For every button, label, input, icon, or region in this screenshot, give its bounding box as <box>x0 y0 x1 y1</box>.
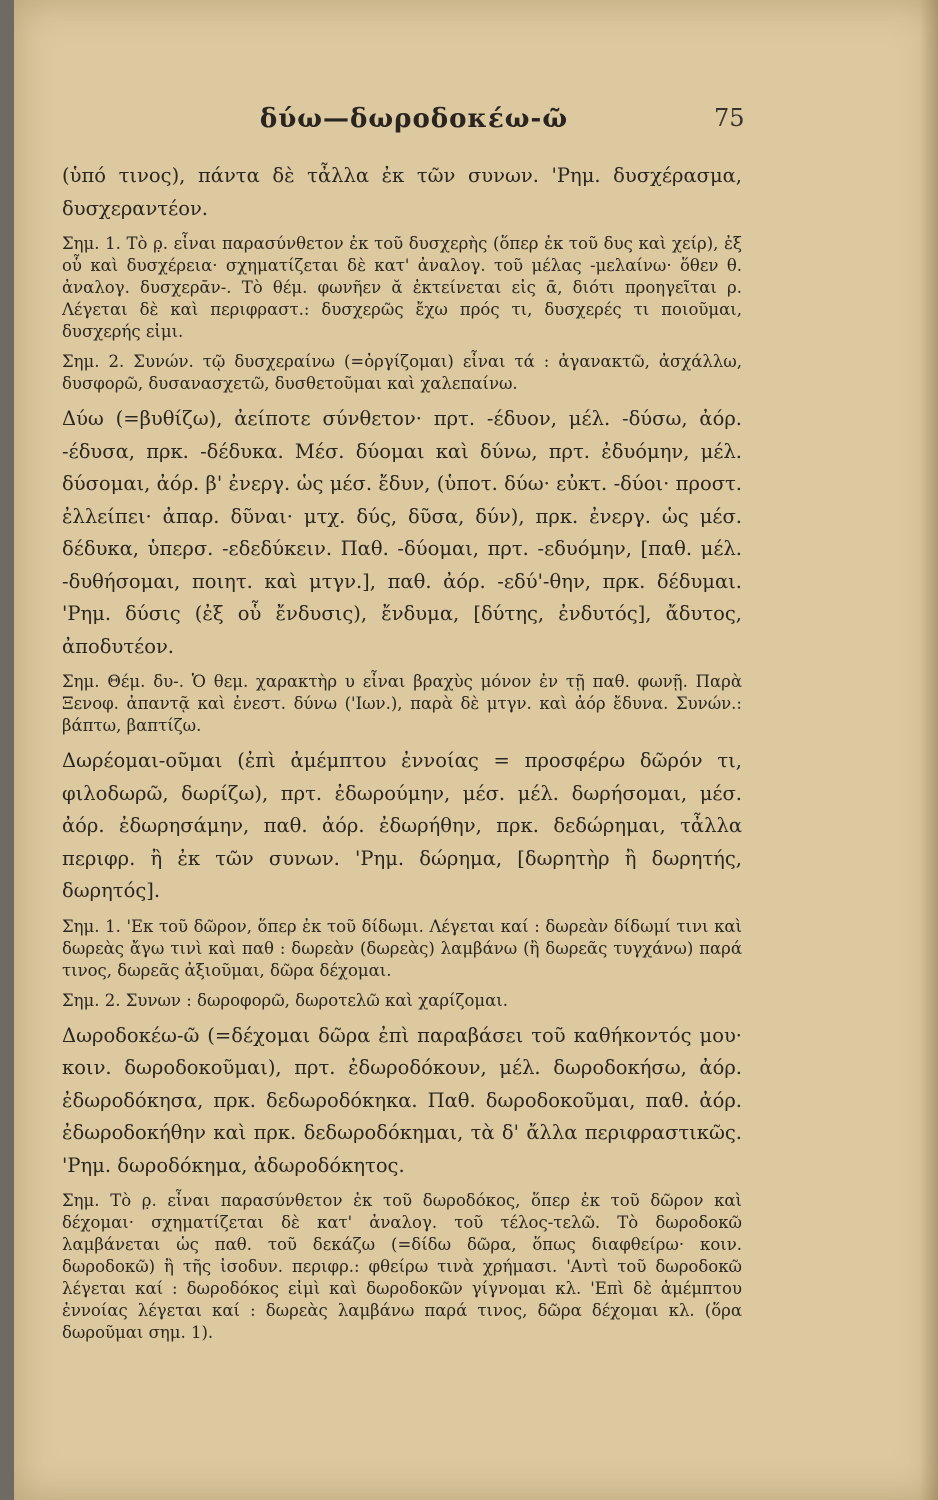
running-head: δύω—δωροδοκέω-ῶ <box>259 104 569 134</box>
entry-dyo: Δύω (=βυθίζω), ἀείποτε σύνθετον· πρτ. -έδυον, μέλ. -δύσω, ἀόρ. -έδυσα, πρκ. -δέδυκα. Μέσ. δύομαι καὶ δύνω, πρτ. ἐδυόμην, μέλ. δύσομαι, ἀόρ. β' ἐνεργ. ὡς μέσ. ἔδυν, (ὑποτ. δύω· εὐκτ. -δύοι· προστ. ἐλλείπει· ἀπαρ. δῦναι· μτχ. δύς, δῦσα, δύν), πρκ. ἐνεργ. ὡς μέσ. δέδυκα, ὑπερσ. -εδεδύκειν. Παθ. -δύομαι, πρτ. -εδυόμην, [παθ. μέλ. -δυθήσομαι, ποιητ. καὶ μτγν.], παθ. ἀόρ. -εδύ'-θην, πρκ. δέδυμαι. 'Ρημ. δύσις (ἐξ οὗ ἔνδυσις), ἔνδυμα, [δύτης, ἐνδυτός], ἄδυτος, ἀποδυτέον. <box>62 407 742 658</box>
book-page <box>14 0 938 1500</box>
entry-continuation: (ὑπό τινος), πάντα δὲ τἆλλα ἐκ τῶν συνων. 'Ρημ. δυσχέρασμα, δυσχεραντέον. <box>62 164 742 220</box>
note-dyschero-1: Σημ. 1. Τὸ ρ̣. εἶναι παρασύνθετον ἐκ τοῦ δυσχερὴς (ὅπερ ἐκ τοῦ δυς καὶ χείρ), ἐξ οὗ καὶ δυσχέρεια· σχηματίζεται δὲ κατ' ἀναλογ. τοῦ μέλας -μελαίνω· ὅθεν θ. ἀναλογ. δυσχερᾱν-. Τὸ θέμ. φωνῆεν ᾰ ἐκτείνεται εἰς ᾱ, διότι προηγεῖται ρ. Λέγεται δὲ καὶ περιφραστ.: δυσχερῶς ἔχω πρός τι, δυσχερές τι ποιοῦμαι, δυσχερής εἰμι. <box>62 234 742 341</box>
page-body <box>62 160 742 1352</box>
entry-doreomai: Δωρέομαι-οῦμαι (ἐπὶ ἀμέμπτου ἐννοίας = προσφέρω δῶρόν τι, φιλοδωρῶ, δωρίζω), πρτ. ἐδωρούμην, μέσ. μέλ. δωρήσομαι, μέσ. ἀόρ. ἐδωρησάμην, παθ. ἀόρ. ἐδωρήθην, πρκ. δεδώρημαι, τἆλλα περιφρ. ἢ ἐκ τῶν συνων. 'Ρημ. δώρημα, [δωρητὴρ ἢ δωρητής, δωρητός]. <box>62 749 742 902</box>
page-header <box>14 104 938 144</box>
page-edge-shadow <box>920 0 938 1500</box>
entry-dorodokeo: Δωροδοκέω-ῶ (=δέχομαι δῶρα ἐπὶ παραβάσει τοῦ καθήκοντός μου· κοιν. δωροδοκοῦμαι), πρτ. ἐδωροδόκουν, μέλ. δωροδοκήσω, ἀόρ. ἐδωροδόκησα, πρκ. δεδωροδόκηκα. Παθ. δωροδοκοῦμαι, παθ. ἀόρ. ἐδωροδοκήθην καὶ πρκ. δεδωροδόκημαι, τὰ δ' ἄλλα περιφραστικῶς. 'Ρημ. δωροδόκημα, ἀδωροδόκητος. <box>62 1023 742 1177</box>
note-dyo: Σημ. Θέμ. δυ-. Ὁ θεμ. χαρακτὴρ υ εἶναι βραχὺς μόνον ἐν τῇ παθ. φωνῇ. Παρὰ Ξενοφ. ἀπαντᾷ καὶ ἐνεστ. δύνω ('Ιων.), παρὰ δὲ μτγν. καὶ ἀόρ ἔδυνα. Συνών.: βάπτω, βαπτίζω. <box>62 672 742 735</box>
note-doreomai-2: Σημ. 2. Συνων : δωροφορῶ, δωροτελῶ καὶ χαρίζομαι. <box>62 990 508 1010</box>
page-number: 75 <box>714 104 745 132</box>
note-dyschero-2: Σημ. 2. Συνών. τῷ δυσχεραίνω (=ὀργίζομαι) εἶναι τά : ἀγανακτῶ, ἀσχάλλω, δυσφορῶ, δυσανασχετῶ, δυσθετοῦμαι καὶ χαλεπαίνω. <box>62 352 742 393</box>
note-dorodokeo: Σημ. Τὸ ρ̣. εἶναι παρασύνθετον ἐκ τοῦ δωροδόκος, ὅπερ ἐκ τοῦ δῶρον καὶ δέχομαι· σχηματίζεται δὲ κατ' ἀναλογ. τοῦ τέλος-τελῶ. Τὸ δωροδοκῶ λαμβάνεται ὡς παθ. τοῦ δεκάζω (=δίδω δῶρα, ὅπως διαφθείρω· κοιν. δωροδοκῶ) ἢ τῆς ἰσοδυν. περιφρ.: φθείρω τινὰ χρήμασι. 'Αντὶ τοῦ δωροδοκῶ λέγεται καί : δωροδόκος εἰμὶ καὶ δωροδοκῶν γίγνομαι κλ. 'Επὶ δὲ ἀμέμπτου ἐννοίας λέγεται καί : δωρεὰς λαμβάνω παρά τινος, δῶρα δέχομαι κλ. (ὅρα δωροῦμαι σημ. 1). <box>62 1191 742 1342</box>
note-doreomai-1: Σημ. 1. 'Εκ τοῦ δῶρον, ὅπερ ἐκ τοῦ δίδωμι. Λέγεται καί : δωρεὰν δίδωμί τινι καὶ δωρεὰς ἄγω τινὶ καὶ παθ : δωρεὰν (δωρεὰς) λαμβάνω (ἢ δωρεᾶς τυγχάνω) παρά τινος, δωρεᾶς ἀξιοῦμαι, δῶρα δέχομαι. <box>62 916 742 980</box>
